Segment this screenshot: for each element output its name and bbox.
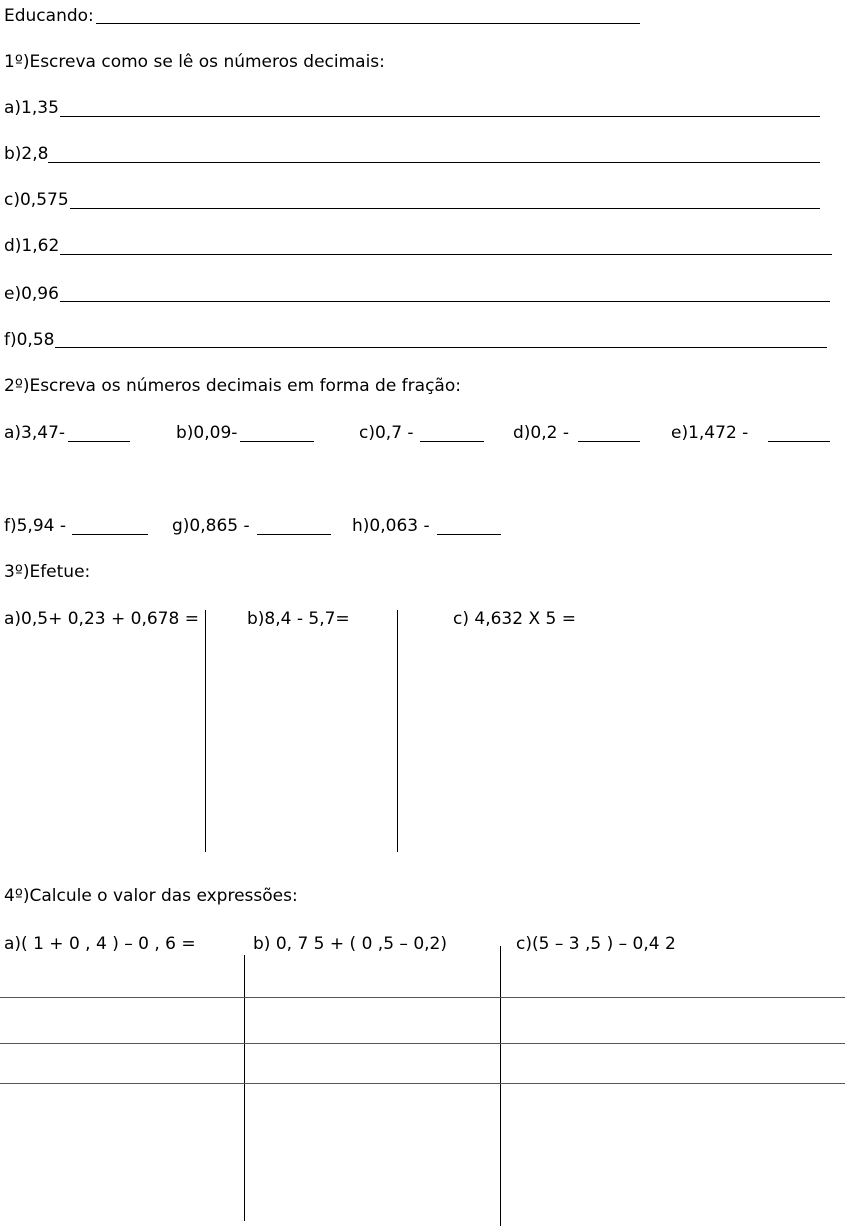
q4-item-b: b) 0, 7 5 + ( 0 ,5 – 0,2) xyxy=(253,934,447,954)
q1-item-c: c)0,575 xyxy=(4,190,69,210)
q1-item-a: a)1,35 xyxy=(4,98,59,118)
q2-answer-line-e[interactable] xyxy=(768,441,830,442)
q2-answer-line-f[interactable] xyxy=(72,534,148,535)
q1-answer-line-b[interactable] xyxy=(48,162,820,163)
q3-divider-1 xyxy=(205,610,206,852)
q3-item-c: c) 4,632 X 5 = xyxy=(453,609,576,629)
student-name-line[interactable] xyxy=(96,23,640,24)
q1-item-d: d)1,62 xyxy=(4,236,60,256)
q2-item-e: e)1,472 - xyxy=(671,423,749,443)
q4-grid-line-3 xyxy=(0,1083,845,1084)
q3-title: 3º)Efetue: xyxy=(4,562,91,582)
q2-answer-line-b[interactable] xyxy=(240,441,314,442)
q1-item-f: f)0,58 xyxy=(4,330,55,350)
q2-item-d: d)0,2 - xyxy=(513,423,569,443)
q4-item-a: a)( 1 + 0 , 4 ) – 0 , 6 = xyxy=(4,934,196,954)
q1-item-e: e)0,96 xyxy=(4,284,59,304)
q2-item-a: a)3,47- xyxy=(4,423,66,443)
q4-item-c: c)(5 – 3 ,5 ) – 0,4 2 xyxy=(516,934,676,954)
q2-answer-line-d[interactable] xyxy=(578,441,640,442)
q1-answer-line-d[interactable] xyxy=(60,254,832,255)
student-label: Educando: xyxy=(4,6,94,26)
q3-item-a: a)0,5+ 0,23 + 0,678 = xyxy=(4,609,199,629)
q3-item-b: b)8,4 - 5,7= xyxy=(247,609,350,629)
q2-item-g: g)0,865 - xyxy=(172,516,250,536)
q4-grid-line-1 xyxy=(0,997,845,998)
q2-item-h: h)0,063 - xyxy=(352,516,430,536)
q1-item-b: b)2,8 xyxy=(4,144,49,164)
q4-divider-1 xyxy=(244,955,245,1221)
q4-grid-line-2 xyxy=(0,1043,845,1044)
q2-item-c: c)0,7 - xyxy=(359,423,414,443)
q4-divider-2 xyxy=(500,946,501,1226)
q2-item-b: b)0,09- xyxy=(176,423,238,443)
q1-answer-line-c[interactable] xyxy=(70,208,820,209)
q2-answer-line-h[interactable] xyxy=(437,534,501,535)
q2-item-f: f)5,94 - xyxy=(4,516,67,536)
q1-answer-line-e[interactable] xyxy=(60,301,830,302)
q2-answer-line-a[interactable] xyxy=(68,441,130,442)
q1-answer-line-f[interactable] xyxy=(55,347,827,348)
q1-answer-line-a[interactable] xyxy=(60,116,820,117)
q2-answer-line-g[interactable] xyxy=(257,534,331,535)
q4-title: 4º)Calcule o valor das expressões: xyxy=(4,886,298,906)
q2-title: 2º)Escreva os números decimais em forma de fração: xyxy=(4,376,461,396)
q2-answer-line-c[interactable] xyxy=(420,441,484,442)
q3-divider-2 xyxy=(397,610,398,852)
q1-title: 1º)Escreva como se lê os números decimais: xyxy=(4,52,385,72)
